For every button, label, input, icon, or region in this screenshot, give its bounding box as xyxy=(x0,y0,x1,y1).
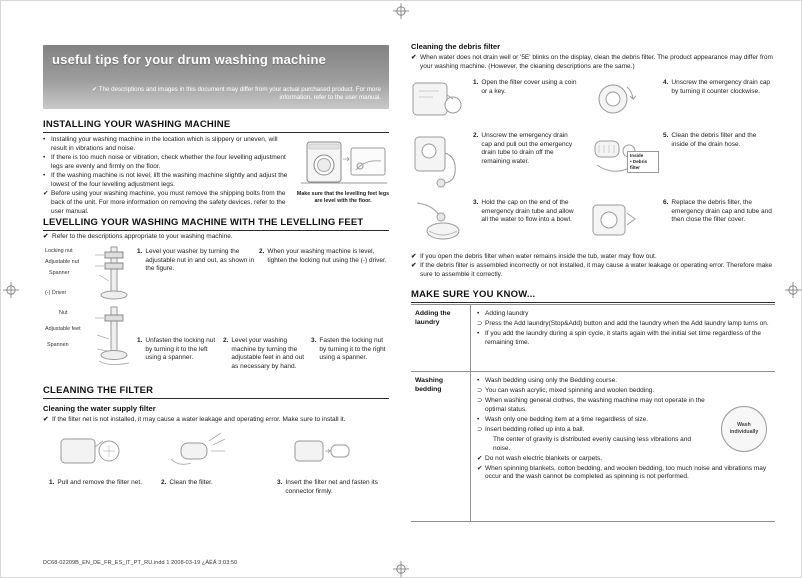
list-item xyxy=(43,190,295,216)
check-icon: ✔ xyxy=(477,454,483,462)
note-text: Refer to the descriptions appropriate to your washing machine. xyxy=(52,233,233,240)
banner-note-text: The descriptions and images in this document may differ from your actual purchased product. For more information, refer to the user manual. xyxy=(98,85,381,102)
debris-step xyxy=(473,199,579,225)
step-text: Clean the debris filter and the inside of the drain hose. xyxy=(671,132,757,148)
row-label: Adding the laundry xyxy=(411,305,471,371)
debris-step xyxy=(473,132,579,166)
debris-step-1-illustration xyxy=(409,77,467,123)
step-number: 1. xyxy=(473,79,479,86)
arrow-icon: ⊃ xyxy=(477,425,483,433)
list-item xyxy=(477,330,769,347)
check-icon: ✔ xyxy=(411,253,417,260)
list-item xyxy=(477,397,769,414)
check-icon: ✔ xyxy=(411,54,417,61)
installing-heading: INSTALLING YOUR WASHING MACHINE xyxy=(43,119,389,133)
check-icon: ✔ xyxy=(43,233,49,240)
list-item-text: Wash bedding using only the Bedding course. xyxy=(485,377,618,384)
step-text: Fasten the locking nut by turning it to the right using a spanner. xyxy=(319,337,386,362)
diagram-label-locking-nut: Locking nut xyxy=(45,248,73,254)
registration-mark-bottom xyxy=(393,561,409,577)
print-footer: DC68-02209B_EN_DE_FR_ES_IT_PT_RU.indd 1 2008-03-19 ¿ÀÈÄ 3:03:50 xyxy=(43,560,238,566)
diagram-label-spanner2: Spannen xyxy=(47,342,69,348)
filter-heading: CLEANING THE FILTER xyxy=(43,385,389,399)
step-number: 2. xyxy=(259,248,265,255)
check-icon: ✔ xyxy=(43,190,49,198)
diagram-label-spanner: Spanner xyxy=(49,270,70,276)
levelling-step xyxy=(137,248,255,274)
debris-step xyxy=(663,132,773,149)
step-number: 3. xyxy=(277,479,283,486)
filter-step xyxy=(161,479,253,488)
bullet-icon: • xyxy=(43,172,46,180)
bullet-icon: • xyxy=(477,330,480,338)
list-item-text: If there is too much noise or vibration, check whether the four levelling adjustment legs are evenly and firmly on the floor. xyxy=(51,154,286,170)
registration-mark-right xyxy=(785,282,801,298)
debris-step xyxy=(473,79,579,96)
badge-line2: individually xyxy=(729,429,759,435)
debris-note xyxy=(411,54,775,71)
list-item-text: Adding laundry xyxy=(485,310,529,317)
list-item-text: Do not wash electric blankets or carpets. xyxy=(485,454,603,462)
filter-note xyxy=(43,416,389,425)
registration-mark-top xyxy=(393,3,409,19)
list-item xyxy=(477,320,769,329)
list-item xyxy=(477,455,769,464)
step-text: Open the filter cover using a coin or a key. xyxy=(481,79,577,95)
step-number: 1. xyxy=(137,337,143,344)
list-item xyxy=(43,154,295,171)
check-icon: ✔ xyxy=(91,85,98,93)
step-text: Unfasten the locking nut by turning it to the left using a spanner. xyxy=(145,337,216,362)
page-title: useful tips for your drum washing machine xyxy=(52,52,327,67)
step-text: Clean the filter. xyxy=(169,479,213,486)
step-number: 5. xyxy=(663,132,669,139)
filter-subheading: Cleaning the water supply filter xyxy=(43,404,156,413)
debris-step-4-illustration xyxy=(587,77,645,123)
levelling-feet-diagram xyxy=(93,305,135,369)
diagram-label-driver: (-) Driver xyxy=(45,290,67,296)
bullet-icon: • xyxy=(477,377,480,384)
step-number: 2. xyxy=(473,132,479,139)
step-text: Level your washer by turning the adjustable nut in and out, as shown in the figure. xyxy=(145,248,255,273)
inside-debris-label xyxy=(627,151,659,173)
debris-step-3-illustration xyxy=(409,197,467,247)
arrow-icon: ⊃ xyxy=(477,320,483,328)
step-number: 3. xyxy=(473,199,479,206)
step-number: 2. xyxy=(161,479,167,486)
step-text: Insert the filter net and fasten its connector firmly. xyxy=(285,479,378,495)
installing-bullet-list xyxy=(43,136,295,217)
debris-step xyxy=(663,79,773,96)
arrow-icon: ⊃ xyxy=(477,397,483,405)
list-item-text: Insert bedding rolled up into a ball. xyxy=(485,425,585,433)
filter-step-3-illustration xyxy=(287,429,361,475)
list-item-text: When spinning blankets, cotton bedding, and woolen bedding, too much noise and vibrations may occur and the wash cannot be completed as spinning is not performed. xyxy=(485,464,767,481)
debris-heading: Cleaning the debris filter xyxy=(411,42,501,51)
list-item-text: If the washing machine is not level, lift the washing machine slightly and adjust the lowest of the four levelling adjustment legs. xyxy=(51,172,288,188)
list-item xyxy=(477,377,769,386)
banner-note xyxy=(81,86,381,103)
washer-caption: Make sure that the levelling feet legs are level with the floor. xyxy=(296,191,390,204)
levelling-note xyxy=(43,233,389,242)
arrow-icon: ⊃ xyxy=(477,387,483,395)
title-banner xyxy=(43,45,389,109)
table-row xyxy=(411,371,775,521)
table-row xyxy=(411,305,775,371)
levelling-step xyxy=(259,248,389,265)
list-item-text: If you add the laundry during a spin cycle, it starts again with the initial set time regardless of the remaining time. xyxy=(485,330,762,346)
list-item-text: Press the Add laundry(Stop&Add) button and add the laundry when the Add laundry lamp turns on. xyxy=(485,320,769,328)
registration-mark-left xyxy=(3,282,19,298)
check-icon: ✔ xyxy=(477,464,483,472)
list-item-text: Installing your washing machine in the location which is slippery or uneven, will result in vibrations and noise. xyxy=(51,136,278,152)
list-item xyxy=(477,310,769,319)
filter-step xyxy=(49,479,155,488)
step-text: Replace the debris filter, the emergency drain cap and tube and then close the filter cover. xyxy=(671,199,772,224)
debris-step-2-illustration xyxy=(409,131,467,189)
bullet-icon: • xyxy=(43,154,46,162)
check-icon: ✔ xyxy=(43,416,49,423)
know-table xyxy=(411,304,775,522)
step-text: Unscrew the emergency drain cap by turning it counter clockwise. xyxy=(671,79,771,95)
step-text: Level your washing machine by turning the adjustable feet in and out as necessary by hand. xyxy=(231,337,305,370)
list-item-text: You can wash acrylic, mixed spinning and woolen bedding. xyxy=(485,387,655,395)
row-label: Washing bedding xyxy=(411,372,471,521)
levelling-heading: LEVELLING YOUR WASHING MACHINE WITH THE LEVELLING FEET xyxy=(43,217,389,231)
item-marker xyxy=(485,436,493,453)
levelling-step xyxy=(223,337,309,371)
list-item xyxy=(43,172,295,189)
filter-step xyxy=(277,479,389,496)
debris-step xyxy=(663,199,773,225)
step-text: When your washing machine is level, tighten the locking nut using the (-) driver. xyxy=(267,248,387,264)
levelling-nut-diagram xyxy=(93,245,135,301)
step-text: Unscrew the emergency drain cap and pull out the emergency drain tube to drain off the remaining water. xyxy=(481,132,573,165)
step-text: Hold the cap on the end of the emergency drain tube and allow all the water to flow into a bowl. xyxy=(481,199,574,224)
step-number: 3. xyxy=(311,337,317,344)
bullet-icon: • xyxy=(477,415,480,423)
check-icon: ✔ xyxy=(411,262,417,269)
note-text: If the filter net is not installed, it may cause a water leakage and operating error. Make sure to install it. xyxy=(52,416,346,423)
step-number: 4. xyxy=(663,79,669,86)
step-number: 6. xyxy=(663,199,669,206)
list-item-text: Before using your washing machine, you must remove the shipping bolts from the back of the unit. For more information on removing the safety devices, refer to the user manual. xyxy=(51,190,286,215)
diagram-label-adjustable-feet: Adjustable feet xyxy=(45,326,81,332)
list-item xyxy=(477,465,769,482)
diagram-label-adjustable-nut: Adjustable nut xyxy=(45,259,80,265)
list-item xyxy=(477,387,769,396)
row-content xyxy=(471,372,775,521)
levelling-step xyxy=(311,337,389,363)
inside-label-line2: • Debris filter xyxy=(630,158,648,170)
debris-step-6-illustration xyxy=(587,197,645,247)
row-content xyxy=(471,305,775,371)
washer-illustration xyxy=(299,135,389,189)
list-item xyxy=(43,136,295,153)
note-text: When water does not drain well or '5E' blinks on the display, clean the debris filter. The product appearance may differ from your washing machine. (However, the cleaning descriptions are the same.) xyxy=(420,54,773,70)
bullet-icon: • xyxy=(477,310,480,317)
wash-individually-badge xyxy=(721,406,767,452)
list-item-text: Wash only one bedding item at a time regardless of size. xyxy=(485,415,649,423)
badge-line1: Wash xyxy=(737,421,751,428)
list-item-text: The center of gravity is distributed evenly causing less vibrations and noise. xyxy=(493,435,691,452)
levelling-step xyxy=(137,337,219,363)
know-heading: MAKE SURE YOU KNOW... xyxy=(411,289,775,303)
step-number: 1. xyxy=(49,479,55,486)
list-item-text: When washing general clothes, the washing machine may not operate in the optimal status. xyxy=(485,397,705,413)
note-text: If you open the debris filter when water remains inside the tub, water may flow out. xyxy=(420,253,657,260)
inside-label-line1: Inside xyxy=(630,153,644,158)
note-text: If the debris filter is assembled incorrectly or not installed, it may cause a water leakage or operating error. Therefore make sure to assemble it correctly. xyxy=(420,262,773,278)
step-number: 1. xyxy=(137,248,143,255)
bullet-icon: • xyxy=(43,136,46,143)
debris-warning xyxy=(411,253,775,262)
step-number: 2. xyxy=(223,337,229,344)
filter-step-1-illustration xyxy=(57,429,131,475)
diagram-label-nut: Nut xyxy=(59,310,68,316)
filter-step-2-illustration xyxy=(163,429,237,475)
debris-warning xyxy=(411,262,775,279)
step-text: Pull and remove the filter net. xyxy=(57,479,142,486)
